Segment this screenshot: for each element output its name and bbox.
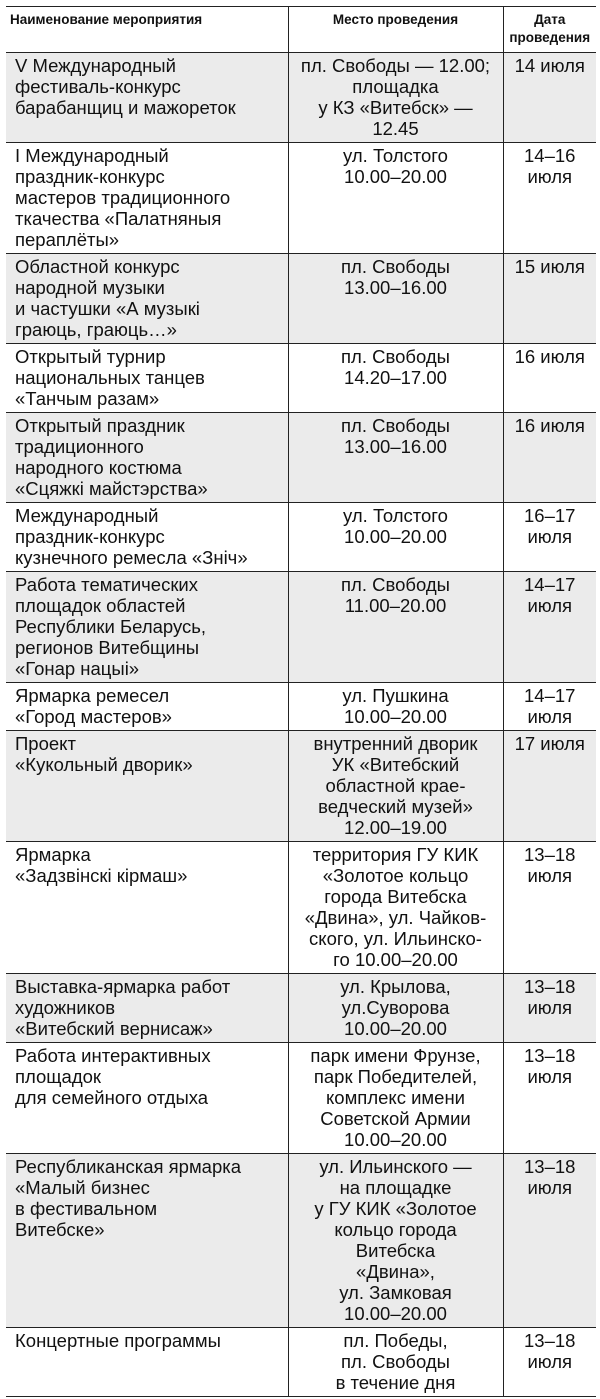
event-place-cell: [288, 143, 503, 254]
event-date-line: 16–17: [524, 505, 576, 526]
event-name-line: кузнечного ремесла «Зніч»: [15, 547, 248, 568]
event-name-line: мастеров традиционного: [15, 187, 231, 208]
event-place-line: 11.00–20.00: [344, 595, 447, 616]
event-place-line: «Двина»,: [356, 1261, 435, 1282]
event-place-line: 14.20–17.00: [344, 367, 447, 388]
event-date-line: июля: [527, 1066, 573, 1087]
event-date-cell: [503, 1328, 596, 1397]
event-date-line: 14–16: [524, 145, 576, 166]
event-date-line: июля: [527, 706, 573, 727]
event-name-cell: [6, 731, 288, 842]
event-date-cell: [503, 344, 596, 413]
event-place-line: 10.00–20.00: [344, 1303, 447, 1324]
event-name-line: «Малый бизнес: [15, 1177, 150, 1198]
event-place-line: «Двина», ул. Чайков-: [304, 907, 487, 928]
table-row: [6, 974, 596, 1043]
table-row: [6, 143, 596, 254]
event-name-line: народной музыки: [15, 277, 165, 298]
event-place-line: ведческий музей»: [318, 796, 473, 817]
event-name-line: «Гонар нацыі»: [15, 658, 140, 679]
event-date-line: июля: [527, 997, 573, 1018]
event-date-line: июля: [527, 166, 573, 187]
event-name-line: Открытый турнир: [15, 346, 166, 367]
event-place-line: 12.00–19.00: [344, 817, 447, 838]
event-name-cell: [6, 503, 288, 572]
event-name-line: для семейного отдыха: [15, 1087, 209, 1108]
event-date-line: 13–18: [524, 1156, 576, 1177]
event-place-line: пл. Свободы — 12.00;: [300, 55, 491, 76]
event-name-cell: [6, 1043, 288, 1154]
event-name-line: граюць, граюць…»: [15, 319, 177, 340]
event-place-line: у КЗ «Витебск» —: [318, 97, 473, 118]
event-name-line: и частушки «А музыкі: [15, 298, 200, 319]
event-date-line: июля: [527, 595, 573, 616]
event-name-cell: [6, 842, 288, 974]
event-date-line: 16 июля: [514, 346, 585, 367]
table-body: [6, 53, 596, 1397]
event-place-cell: [288, 683, 503, 731]
event-name-cell: [6, 683, 288, 731]
table-row: [6, 1043, 596, 1154]
event-place-line: пл. Свободы: [341, 415, 450, 436]
event-date-cell: [503, 53, 596, 143]
event-place-line: 10.00–20.00: [344, 706, 447, 727]
event-place-cell: [288, 572, 503, 683]
event-name-line: Международный: [15, 505, 159, 526]
event-name-line: ткачества «Палатняныя: [15, 208, 222, 229]
event-place-cell: [288, 413, 503, 503]
event-name-line: «Витебский вернисаж»: [15, 1018, 213, 1039]
table-header: [6, 7, 596, 53]
table-row: [6, 1328, 596, 1397]
table-row: [6, 1154, 596, 1328]
event-place-line: УК «Витебский: [331, 754, 460, 775]
event-name-cell: [6, 974, 288, 1043]
event-name-line: «Танчым разам»: [15, 388, 160, 409]
table-row: [6, 53, 596, 143]
event-name-line: Концертные программы: [15, 1330, 221, 1351]
event-place-line: 13.00–16.00: [344, 436, 447, 457]
event-place-line: ул. Толстого: [343, 505, 448, 526]
event-name-line: пераплёты»: [15, 229, 120, 250]
event-name-line: Республиканская ярмарка: [15, 1156, 242, 1177]
event-date-line: июля: [527, 1177, 573, 1198]
event-name-line: «Задзвінскі кірмаш»: [15, 865, 188, 886]
event-date-cell: [503, 254, 596, 344]
event-name-line: площадок областей: [15, 595, 186, 616]
event-place-line: 12.45: [372, 118, 419, 139]
event-place-cell: [288, 53, 503, 143]
event-date-cell: [503, 1043, 596, 1154]
table-row: [6, 731, 596, 842]
event-name-line: барабанщиц и мажореток: [15, 97, 236, 118]
event-date-line: 14 июля: [514, 55, 585, 76]
event-date-cell: [503, 143, 596, 254]
event-date-line: 14–17: [524, 685, 576, 706]
event-place-line: внутренний дворик: [313, 733, 478, 754]
event-place-cell: [288, 1328, 503, 1397]
event-place-cell: [288, 974, 503, 1043]
event-place-line: 10.00–20.00: [344, 1018, 447, 1039]
event-date-line: 16 июля: [514, 415, 585, 436]
event-name-cell: [6, 572, 288, 683]
event-place-line: парк Победителей,: [313, 1066, 478, 1087]
event-name-cell: [6, 344, 288, 413]
event-name-line: Проект: [15, 733, 76, 754]
event-place-line: ул. Пушкина: [342, 685, 449, 706]
event-name-line: Областной конкурс: [15, 256, 180, 277]
event-name-line: Ярмарка ремесел: [15, 685, 170, 706]
table-row: [6, 344, 596, 413]
event-place-cell: [288, 731, 503, 842]
event-name-line: народного костюма: [15, 457, 182, 478]
event-name-cell: [6, 1328, 288, 1397]
event-date-line: июля: [527, 1351, 573, 1372]
event-place-line: ул. Толстого: [343, 145, 448, 166]
event-date-cell: [503, 1154, 596, 1328]
event-place-line: областной крае-: [325, 775, 466, 796]
event-date-line: июля: [527, 865, 573, 886]
event-place-line: в течение дня: [335, 1372, 456, 1393]
event-date-line: 15 июля: [514, 256, 585, 277]
event-name-line: регионов Витебщины: [15, 637, 200, 658]
header-date: [503, 7, 596, 53]
event-place-line: пл. Свободы: [341, 256, 450, 277]
event-date-cell: [503, 503, 596, 572]
event-date-line: 13–18: [524, 1045, 576, 1066]
event-name-cell: [6, 413, 288, 503]
event-name-line: в фестивальном: [15, 1198, 158, 1219]
table-row: [6, 572, 596, 683]
events-table: [6, 6, 596, 1397]
event-name-line: художников: [15, 997, 116, 1018]
event-place-line: ул. Замковая: [339, 1282, 452, 1303]
event-place-line: территория ГУ КИК: [312, 844, 479, 865]
event-place-cell: [288, 1043, 503, 1154]
event-name-line: «Город мастеров»: [15, 706, 172, 727]
event-place-line: пл. Свободы: [341, 346, 450, 367]
event-place-line: «Золотое кольцо: [322, 865, 469, 886]
event-name-line: «Сцяжкі майстэрства»: [15, 478, 208, 499]
event-place-line: 10.00–20.00: [344, 166, 447, 187]
event-place-line: у ГУ КИК «Золотое: [314, 1198, 477, 1219]
event-place-line: го 10.00–20.00: [333, 949, 458, 970]
event-date-line: 13–18: [524, 844, 576, 865]
event-place-cell: [288, 344, 503, 413]
event-place-line: комплекс имени: [326, 1087, 465, 1108]
event-place-line: ского, ул. Ильинско-: [309, 928, 482, 949]
event-date-line: 14–17: [524, 574, 576, 595]
event-place-line: парк имени Фрунзе,: [310, 1045, 481, 1066]
event-name-cell: [6, 1154, 288, 1328]
event-name-cell: [6, 143, 288, 254]
event-date-line: 13–18: [524, 976, 576, 997]
event-name-line: Республики Беларусь,: [15, 616, 207, 637]
event-place-line: ул. Крылова,: [340, 976, 451, 997]
event-name-line: Работа тематических: [15, 574, 199, 595]
event-name-line: праздник-конкурс: [15, 166, 165, 187]
event-date-cell: [503, 683, 596, 731]
event-date-line: 17 июля: [514, 733, 585, 754]
event-name-line: праздник-конкурс: [15, 526, 165, 547]
table-row: [6, 503, 596, 572]
event-place-line: кольцо города: [334, 1219, 457, 1240]
event-place-line: ул. Ильинского —: [319, 1156, 472, 1177]
event-name-line: I Международный: [15, 145, 169, 166]
event-date-cell: [503, 413, 596, 503]
event-place-cell: [288, 842, 503, 974]
event-name-line: Открытый праздник: [15, 415, 185, 436]
event-date-line: 13–18: [524, 1330, 576, 1351]
event-name-line: площадок: [15, 1066, 101, 1087]
event-date-cell: [503, 731, 596, 842]
event-name-line: «Кукольный дворик»: [15, 754, 193, 775]
event-name-line: Работа интерактивных: [15, 1045, 211, 1066]
event-place-line: пл. Свободы: [341, 1351, 450, 1372]
header-row: [6, 7, 596, 53]
event-name-line: традиционного: [15, 436, 144, 457]
header-place: Место проведения: [288, 7, 503, 53]
event-place-line: пл. Победы,: [343, 1330, 448, 1351]
event-place-cell: [288, 254, 503, 344]
event-place-line: на площадке: [339, 1177, 452, 1198]
event-name-line: Ярмарка: [15, 844, 91, 865]
event-place-cell: [288, 1154, 503, 1328]
event-place-line: пл. Свободы: [341, 574, 450, 595]
event-place-line: 13.00–16.00: [344, 277, 447, 298]
event-place-line: 10.00–20.00: [344, 526, 447, 547]
event-date-cell: [503, 842, 596, 974]
table-row: [6, 842, 596, 974]
event-place-line: города Витебска: [324, 886, 467, 907]
table-row: [6, 683, 596, 731]
event-name-line: Витебске»: [15, 1219, 105, 1240]
event-place-line: Витебска: [355, 1240, 436, 1261]
header-name: Наименование мероприятия: [6, 7, 288, 53]
event-place-line: площадка: [352, 76, 439, 97]
event-name-line: национальных танцев: [15, 367, 205, 388]
event-name-line: Выставка-ярмарка работ: [15, 976, 231, 997]
event-place-cell: [288, 503, 503, 572]
event-date-cell: [503, 974, 596, 1043]
event-place-line: ул.Суворова: [341, 997, 450, 1018]
event-name-line: фестиваль-конкурс: [15, 76, 181, 97]
event-name-cell: [6, 53, 288, 143]
table-row: [6, 413, 596, 503]
event-name-line: V Международный: [15, 55, 176, 76]
event-date-line: июля: [527, 526, 573, 547]
event-date-cell: [503, 572, 596, 683]
event-place-line: Советской Армии: [320, 1108, 471, 1129]
header-date-text: Дата проведения: [509, 12, 591, 45]
event-name-cell: [6, 254, 288, 344]
table-row: [6, 254, 596, 344]
event-place-line: 10.00–20.00: [344, 1129, 447, 1150]
